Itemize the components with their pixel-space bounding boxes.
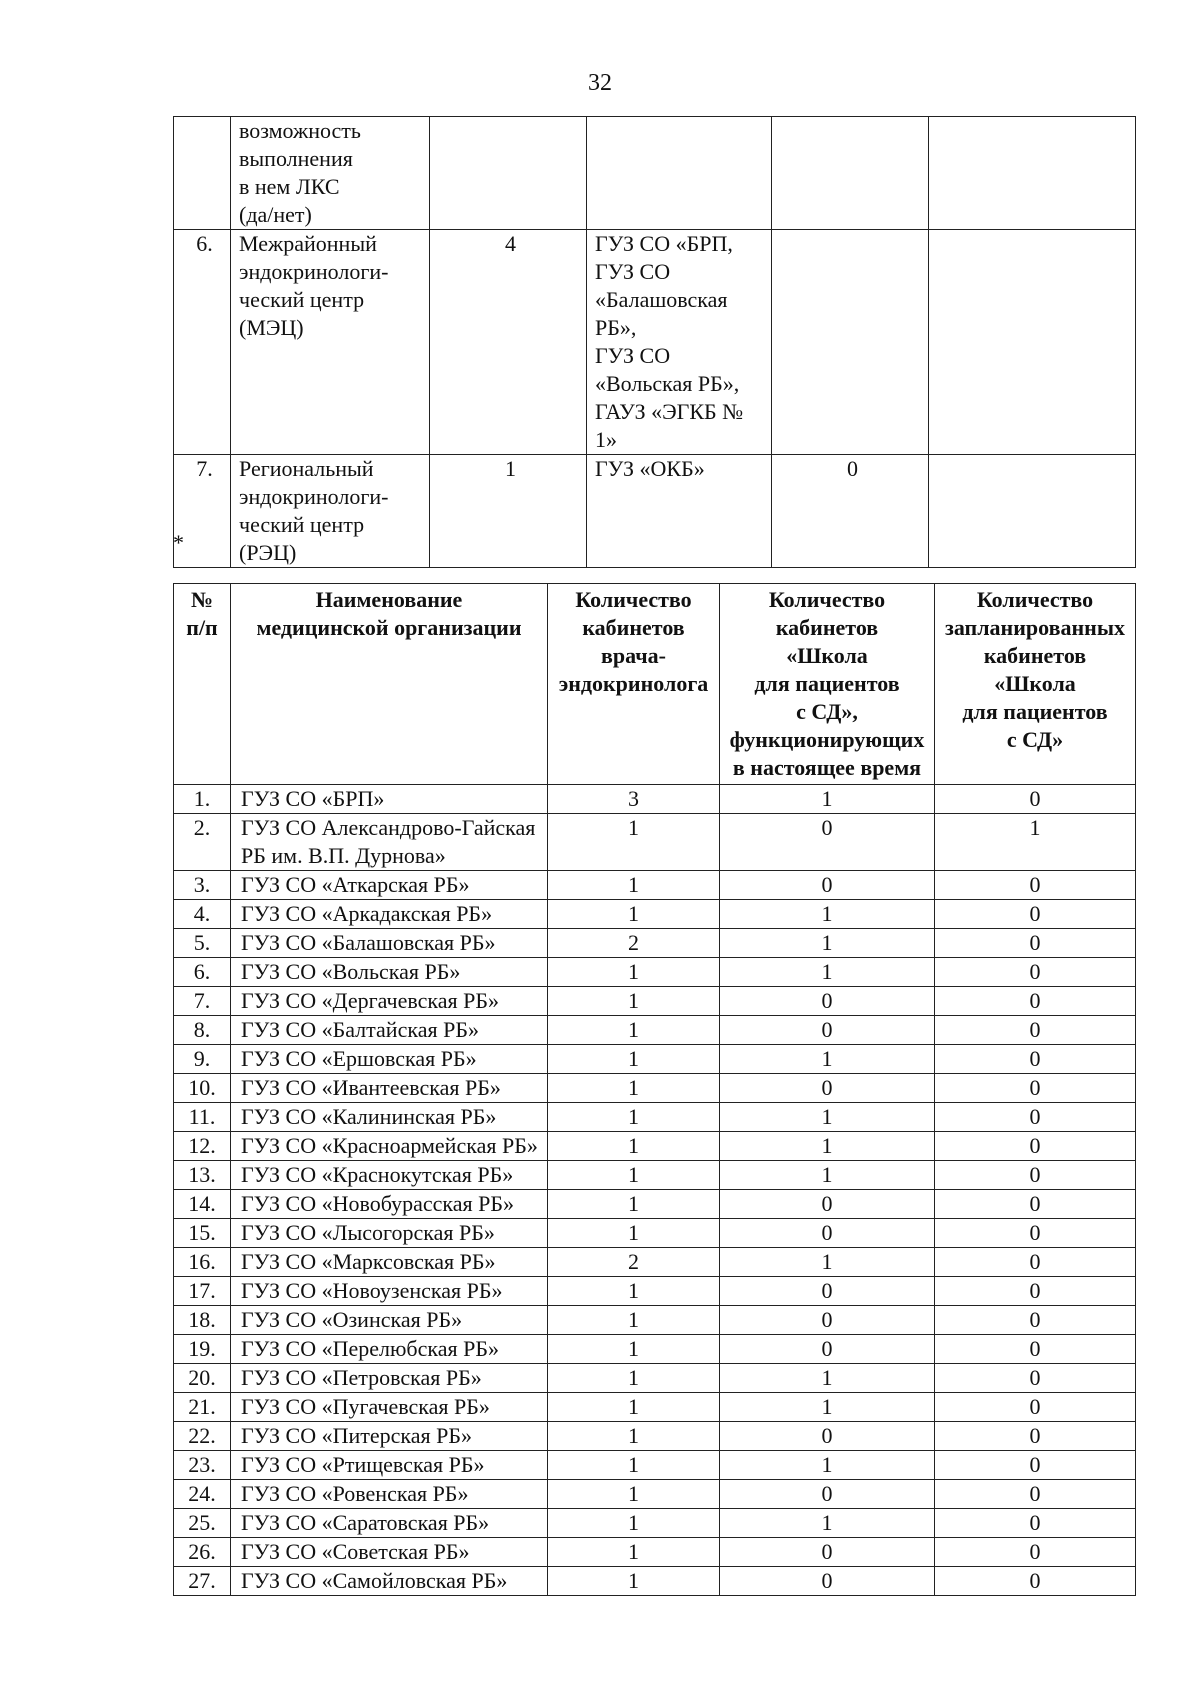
table-row bbox=[174, 1422, 1136, 1451]
header-school-planned: Количество запланированных кабинетов «Школа для пациентов с СД» bbox=[935, 584, 1136, 785]
row-number: 19. bbox=[174, 1335, 231, 1364]
school-planned-count: 0 bbox=[935, 1306, 1136, 1335]
table-row bbox=[174, 1335, 1136, 1364]
school-planned-count: 0 bbox=[935, 1509, 1136, 1538]
school-current-count: 0 bbox=[720, 1422, 935, 1451]
endo-offices-count: 1 bbox=[548, 814, 720, 871]
endo-offices-count: 1 bbox=[548, 1103, 720, 1132]
row-number: 3. bbox=[174, 871, 231, 900]
school-planned-count: 0 bbox=[935, 1538, 1136, 1567]
endo-offices-count: 1 bbox=[548, 1538, 720, 1567]
school-planned-count: 0 bbox=[935, 900, 1136, 929]
table-row bbox=[174, 1132, 1136, 1161]
school-planned-count: 0 bbox=[935, 871, 1136, 900]
row-number: 14. bbox=[174, 1190, 231, 1219]
school-current-count: 1 bbox=[720, 1161, 935, 1190]
org-name: ГУЗ СО «Петровская РБ» bbox=[231, 1364, 548, 1393]
school-planned-count: 0 bbox=[935, 1364, 1136, 1393]
row-number: 23. bbox=[174, 1451, 231, 1480]
row-number: 7. bbox=[174, 455, 231, 568]
school-planned-count: 0 bbox=[935, 1219, 1136, 1248]
row-number: 20. bbox=[174, 1364, 231, 1393]
header-org-name: Наименование медицинской организации bbox=[231, 584, 548, 785]
table-row bbox=[174, 1103, 1136, 1132]
header-row bbox=[174, 584, 1136, 785]
org-name: ГУЗ СО «Красноармейская РБ» bbox=[231, 1132, 548, 1161]
row-number: 8. bbox=[174, 1016, 231, 1045]
table-row bbox=[174, 1045, 1136, 1074]
school-current-count: 1 bbox=[720, 1248, 935, 1277]
org-name: ГУЗ СО Александрово-Гайская РБ им. В.П. Дурнова» bbox=[231, 814, 548, 871]
org-name: ГУЗ СО «Новобурасская РБ» bbox=[231, 1190, 548, 1219]
header-endo-offices: Количество кабинетов врача- эндокринолога bbox=[548, 584, 720, 785]
table-row bbox=[174, 230, 1136, 455]
top-table bbox=[173, 116, 1136, 568]
row-number: 17. bbox=[174, 1277, 231, 1306]
school-planned-count: 0 bbox=[935, 1422, 1136, 1451]
endo-offices-count: 1 bbox=[548, 1364, 720, 1393]
school-planned-count: 0 bbox=[935, 1567, 1136, 1596]
table-row bbox=[174, 1480, 1136, 1509]
endo-offices-count: 1 bbox=[548, 1335, 720, 1364]
org-name: ГУЗ СО «Аркадакская РБ» bbox=[231, 900, 548, 929]
org-name: ГУЗ СО «Лысогорская РБ» bbox=[231, 1219, 548, 1248]
cell-col5: 0 bbox=[772, 455, 929, 568]
row-number: 6. bbox=[174, 958, 231, 987]
org-name: ГУЗ СО «Краснокутская РБ» bbox=[231, 1161, 548, 1190]
school-current-count: 0 bbox=[720, 1190, 935, 1219]
school-current-count: 1 bbox=[720, 1045, 935, 1074]
row-number: 11. bbox=[174, 1103, 231, 1132]
table-row bbox=[174, 455, 1136, 568]
org-name: ГУЗ СО «Озинская РБ» bbox=[231, 1306, 548, 1335]
row-number bbox=[174, 117, 231, 230]
center-name: Региональный эндокринологи- ческий центр (РЭЦ) bbox=[231, 455, 430, 568]
footnote-asterisk: * bbox=[173, 530, 184, 555]
center-count bbox=[430, 117, 587, 230]
school-current-count: 1 bbox=[720, 1393, 935, 1422]
org-name: ГУЗ СО «Ровенская РБ» bbox=[231, 1480, 548, 1509]
school-current-count: 1 bbox=[720, 958, 935, 987]
row-number: 10. bbox=[174, 1074, 231, 1103]
org-name: ГУЗ СО «Марксовская РБ» bbox=[231, 1248, 548, 1277]
org-name: ГУЗ СО «Ивантеевская РБ» bbox=[231, 1074, 548, 1103]
school-current-count: 1 bbox=[720, 1509, 935, 1538]
cell-col6 bbox=[929, 455, 1136, 568]
school-current-count: 1 bbox=[720, 785, 935, 814]
school-current-count: 0 bbox=[720, 1074, 935, 1103]
table-row bbox=[174, 1393, 1136, 1422]
endo-offices-count: 1 bbox=[548, 1393, 720, 1422]
school-current-count: 1 bbox=[720, 1132, 935, 1161]
table-row bbox=[174, 1538, 1136, 1567]
school-current-count: 0 bbox=[720, 987, 935, 1016]
cell-col5 bbox=[772, 117, 929, 230]
school-current-count: 0 bbox=[720, 1335, 935, 1364]
school-current-count: 1 bbox=[720, 1364, 935, 1393]
row-number: 1. bbox=[174, 785, 231, 814]
row-number: 26. bbox=[174, 1538, 231, 1567]
table-row bbox=[174, 117, 1136, 230]
org-name: ГУЗ СО «Питерская РБ» bbox=[231, 1422, 548, 1451]
row-number: 21. bbox=[174, 1393, 231, 1422]
cell-col5 bbox=[772, 230, 929, 455]
row-number: 9. bbox=[174, 1045, 231, 1074]
endo-offices-count: 1 bbox=[548, 1190, 720, 1219]
table-row bbox=[174, 900, 1136, 929]
school-current-count: 0 bbox=[720, 1567, 935, 1596]
org-name: ГУЗ СО «БРП» bbox=[231, 785, 548, 814]
org-name: ГУЗ СО «Самойловская РБ» bbox=[231, 1567, 548, 1596]
school-current-count: 0 bbox=[720, 1480, 935, 1509]
main-table bbox=[173, 583, 1136, 1596]
school-planned-count: 1 bbox=[935, 814, 1136, 871]
school-planned-count: 0 bbox=[935, 1393, 1136, 1422]
center-orgs bbox=[587, 117, 772, 230]
school-planned-count: 0 bbox=[935, 1480, 1136, 1509]
row-number: 27. bbox=[174, 1567, 231, 1596]
table-row bbox=[174, 929, 1136, 958]
row-number: 7. bbox=[174, 987, 231, 1016]
endo-offices-count: 1 bbox=[548, 1422, 720, 1451]
table-row bbox=[174, 871, 1136, 900]
org-name: ГУЗ СО «Балашовская РБ» bbox=[231, 929, 548, 958]
school-planned-count: 0 bbox=[935, 1161, 1136, 1190]
school-current-count: 0 bbox=[720, 1306, 935, 1335]
row-number: 24. bbox=[174, 1480, 231, 1509]
school-current-count: 0 bbox=[720, 1277, 935, 1306]
table-row bbox=[174, 1509, 1136, 1538]
org-name: ГУЗ СО «Аткарская РБ» bbox=[231, 871, 548, 900]
endo-offices-count: 1 bbox=[548, 900, 720, 929]
school-current-count: 1 bbox=[720, 1103, 935, 1132]
endo-offices-count: 1 bbox=[548, 1480, 720, 1509]
row-number: 15. bbox=[174, 1219, 231, 1248]
school-planned-count: 0 bbox=[935, 1335, 1136, 1364]
cell-col6 bbox=[929, 230, 1136, 455]
row-number: 12. bbox=[174, 1132, 231, 1161]
row-number: 13. bbox=[174, 1161, 231, 1190]
center-orgs: ГУЗ СО «БРП, ГУЗ СО «Балашовская РБ», ГУЗ СО «Вольская РБ», ГАУЗ «ЭГКБ № 1» bbox=[587, 230, 772, 455]
row-number: 16. bbox=[174, 1248, 231, 1277]
school-current-count: 1 bbox=[720, 1451, 935, 1480]
school-current-count: 0 bbox=[720, 871, 935, 900]
endo-offices-count: 1 bbox=[548, 1306, 720, 1335]
endo-offices-count: 1 bbox=[548, 1277, 720, 1306]
school-planned-count: 0 bbox=[935, 1132, 1136, 1161]
table-row bbox=[174, 1016, 1136, 1045]
school-planned-count: 0 bbox=[935, 1277, 1136, 1306]
row-number: 22. bbox=[174, 1422, 231, 1451]
org-name: ГУЗ СО «Дергачевская РБ» bbox=[231, 987, 548, 1016]
org-name: ГУЗ СО «Пугачевская РБ» bbox=[231, 1393, 548, 1422]
org-name: ГУЗ СО «Калининская РБ» bbox=[231, 1103, 548, 1132]
endo-offices-count: 1 bbox=[548, 958, 720, 987]
endo-offices-count: 1 bbox=[548, 1045, 720, 1074]
header-school-current: Количество кабинетов «Школа для пациентов с СД», функционирующих в настоящее время bbox=[720, 584, 935, 785]
org-name: ГУЗ СО «Новоузенская РБ» bbox=[231, 1277, 548, 1306]
endo-offices-count: 3 bbox=[548, 785, 720, 814]
center-count: 4 bbox=[430, 230, 587, 455]
endo-offices-count: 1 bbox=[548, 1509, 720, 1538]
table-row bbox=[174, 1248, 1136, 1277]
endo-offices-count: 2 bbox=[548, 1248, 720, 1277]
org-name: ГУЗ СО «Вольская РБ» bbox=[231, 958, 548, 987]
endo-offices-count: 1 bbox=[548, 1074, 720, 1103]
endo-offices-count: 1 bbox=[548, 1219, 720, 1248]
center-count: 1 bbox=[430, 455, 587, 568]
endo-offices-count: 1 bbox=[548, 871, 720, 900]
table-row bbox=[174, 1277, 1136, 1306]
school-current-count: 0 bbox=[720, 1219, 935, 1248]
endo-offices-count: 1 bbox=[548, 1016, 720, 1045]
table-row bbox=[174, 1567, 1136, 1596]
center-name: возможность выполнения в нем ЛКС (да/нет) bbox=[231, 117, 430, 230]
cell-col6 bbox=[929, 117, 1136, 230]
school-planned-count: 0 bbox=[935, 785, 1136, 814]
row-number: 4. bbox=[174, 900, 231, 929]
table-row bbox=[174, 1364, 1136, 1393]
school-current-count: 0 bbox=[720, 814, 935, 871]
table-row bbox=[174, 1190, 1136, 1219]
table-row bbox=[174, 1451, 1136, 1480]
center-name: Межрайонный эндокринологи- ческий центр (МЭЦ) bbox=[231, 230, 430, 455]
table-row bbox=[174, 814, 1136, 871]
table-row bbox=[174, 1161, 1136, 1190]
table-row bbox=[174, 1219, 1136, 1248]
endo-offices-count: 1 bbox=[548, 1451, 720, 1480]
school-current-count: 0 bbox=[720, 1538, 935, 1567]
school-planned-count: 0 bbox=[935, 1103, 1136, 1132]
endo-offices-count: 1 bbox=[548, 987, 720, 1016]
table-row bbox=[174, 958, 1136, 987]
school-planned-count: 0 bbox=[935, 1190, 1136, 1219]
center-orgs: ГУЗ «ОКБ» bbox=[587, 455, 772, 568]
org-name: ГУЗ СО «Балтайская РБ» bbox=[231, 1016, 548, 1045]
table-row bbox=[174, 987, 1136, 1016]
school-planned-count: 0 bbox=[935, 987, 1136, 1016]
row-number: 2. bbox=[174, 814, 231, 871]
school-planned-count: 0 bbox=[935, 1016, 1136, 1045]
org-name: ГУЗ СО «Саратовская РБ» bbox=[231, 1509, 548, 1538]
school-planned-count: 0 bbox=[935, 1074, 1136, 1103]
org-name: ГУЗ СО «Ртищевская РБ» bbox=[231, 1451, 548, 1480]
row-number: 6. bbox=[174, 230, 231, 455]
org-name: ГУЗ СО «Перелюбская РБ» bbox=[231, 1335, 548, 1364]
endo-offices-count: 1 bbox=[548, 1132, 720, 1161]
school-planned-count: 0 bbox=[935, 929, 1136, 958]
school-current-count: 1 bbox=[720, 929, 935, 958]
school-planned-count: 0 bbox=[935, 1451, 1136, 1480]
school-planned-count: 0 bbox=[935, 1045, 1136, 1074]
table-row bbox=[174, 785, 1136, 814]
header-number: № п/п bbox=[174, 584, 231, 785]
table-row bbox=[174, 1074, 1136, 1103]
org-name: ГУЗ СО «Ершовская РБ» bbox=[231, 1045, 548, 1074]
row-number: 25. bbox=[174, 1509, 231, 1538]
main-table-body bbox=[174, 785, 1136, 1596]
row-number: 5. bbox=[174, 929, 231, 958]
table-row bbox=[174, 1306, 1136, 1335]
page-number: 32 bbox=[588, 70, 612, 96]
endo-offices-count: 2 bbox=[548, 929, 720, 958]
school-current-count: 1 bbox=[720, 900, 935, 929]
school-planned-count: 0 bbox=[935, 1248, 1136, 1277]
endo-offices-count: 1 bbox=[548, 1567, 720, 1596]
school-current-count: 0 bbox=[720, 1016, 935, 1045]
school-planned-count: 0 bbox=[935, 958, 1136, 987]
org-name: ГУЗ СО «Советская РБ» bbox=[231, 1538, 548, 1567]
row-number: 18. bbox=[174, 1306, 231, 1335]
endo-offices-count: 1 bbox=[548, 1161, 720, 1190]
